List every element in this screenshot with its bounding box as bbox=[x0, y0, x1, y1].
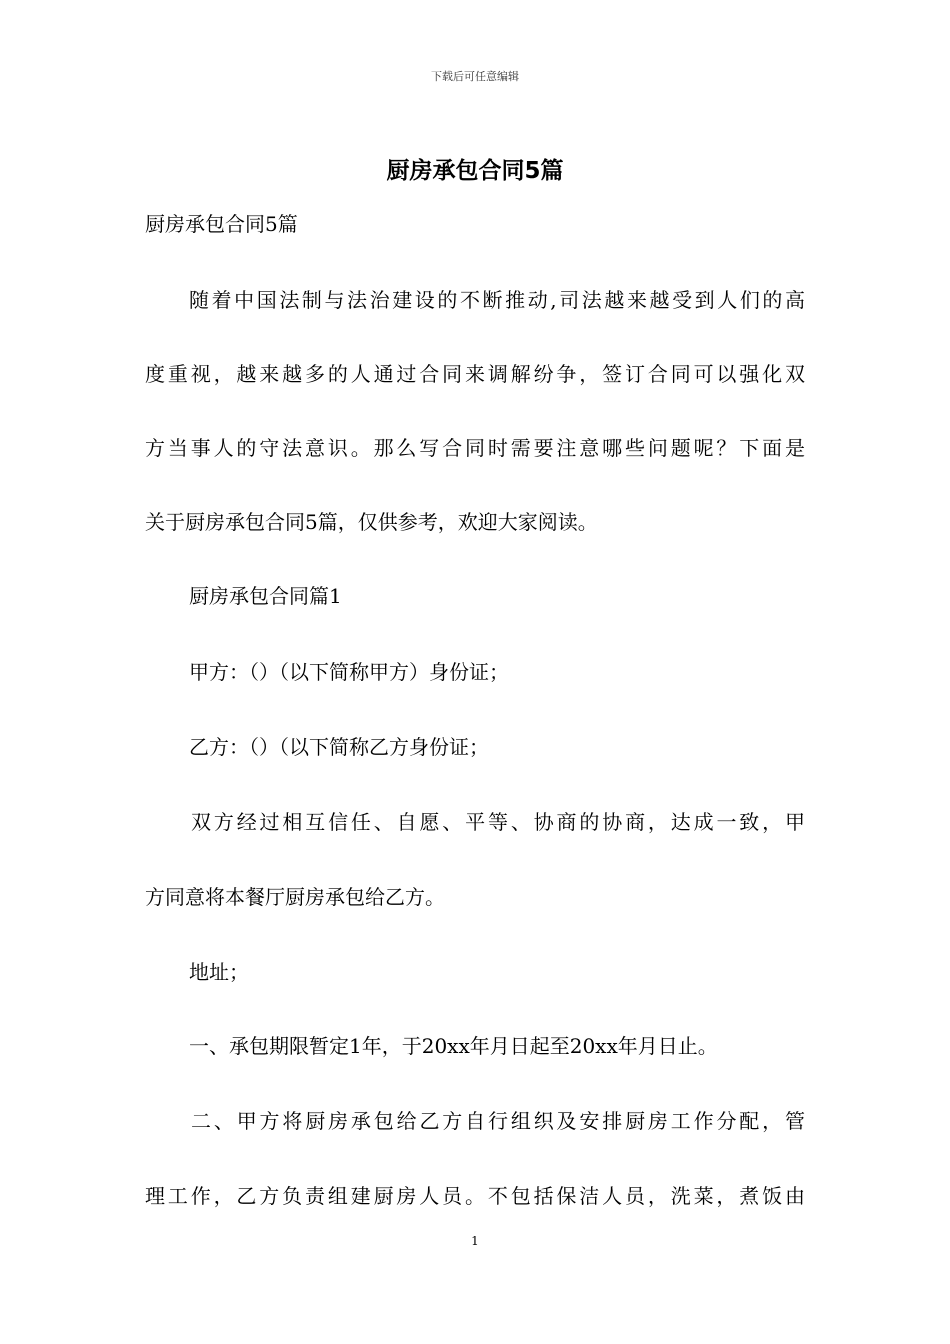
paragraph-line: 关于厨房承包合同5篇，仅供参考，欢迎大家阅读。 bbox=[145, 510, 598, 534]
paragraph-line: 双方经过相互信任、自愿、平等、协商的协商，达成一致，甲 bbox=[191, 810, 805, 834]
clause-line: 二、甲方将厨房承包给乙方自行组织及安排厨房工作分配，管 bbox=[191, 1109, 805, 1133]
clause-line: 理工作，乙方负责组建厨房人员。不包括保洁人员，洗菜，煮饭由 bbox=[145, 1184, 805, 1208]
party-a-line: 甲方：（）（以下简称甲方）身份证； bbox=[189, 660, 509, 684]
subtitle-line: 厨房承包合同5篇 bbox=[145, 212, 298, 236]
paragraph-line: 方当事人的守法意识。那么写合同时需要注意哪些问题呢？下面是 bbox=[145, 436, 805, 460]
clause-line: 一、承包期限暂定1年，于20xx年月日起至20xx年月日止。 bbox=[189, 1034, 718, 1058]
paragraph-line: 随着中国法制与法治建设的不断推动,司法越来越受到人们的高 bbox=[189, 288, 805, 312]
document-title: 厨房承包合同5篇 bbox=[386, 158, 564, 184]
party-b-line: 乙方：（）（以下简称乙方身份证； bbox=[189, 735, 489, 759]
page-header-note: 下载后可任意编辑 bbox=[431, 70, 519, 83]
section-heading: 厨房承包合同篇1 bbox=[189, 584, 342, 608]
page-number: 1 bbox=[471, 1234, 479, 1248]
paragraph-line: 度重视，越来越多的人通过合同来调解纷争，签订合同可以强化双 bbox=[145, 362, 805, 386]
address-line: 地址； bbox=[189, 960, 249, 984]
paragraph-line: 方同意将本餐厅厨房承包给乙方。 bbox=[145, 885, 445, 909]
